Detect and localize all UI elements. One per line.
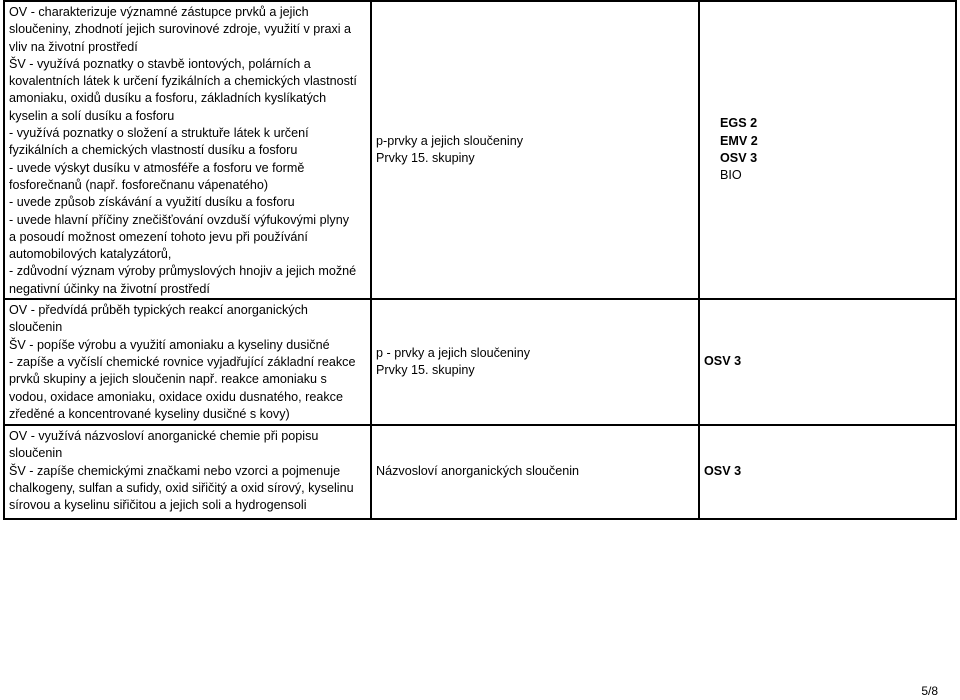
codes-cell <box>699 425 956 519</box>
outcome-line: OV - využívá názvosloví anorganické chemie při popisu <box>9 429 319 444</box>
topic-line: Prvky 15. skupiny <box>376 151 475 166</box>
outcome-line: sírovou a kyselinu siřičitou a jejich soli a hydrogensoli <box>9 498 307 513</box>
code-label: OSV 3 <box>704 354 742 369</box>
topic-cell <box>371 1 699 299</box>
outcomes-cell <box>4 299 371 425</box>
outcome-line: fosforečnanů (např. fosforečnanu vápenatého) <box>9 177 269 192</box>
code-label: EMV 2 <box>720 133 758 148</box>
page-number: 5/8 <box>921 684 938 698</box>
outcomes-cell <box>4 425 371 519</box>
topic-cell <box>371 299 699 425</box>
topic-line: p - prvky a jejich sloučeniny <box>376 345 530 360</box>
code-label: BIO <box>720 168 742 183</box>
outcome-line: - zapíše a vyčíslí chemické rovnice vyjadřující základní reakce <box>9 354 356 369</box>
outcome-line: OV - předvídá průběh typických reakcí anorganických <box>9 303 308 318</box>
outcome-line: sloučenin <box>9 446 63 461</box>
outcome-line: kovalentních látek k určení fyzikálních a chemických vlastností <box>9 74 357 89</box>
outcome-line: vliv na životní prostředí <box>9 39 138 54</box>
outcome-line: - uvede hlavní příčiny znečišťování ovzduší výfukovými plyny <box>9 212 350 227</box>
outcome-line: automobilových katalyzátorů, <box>9 247 172 262</box>
outcome-line: sloučenin <box>9 320 63 335</box>
curriculum-table <box>3 0 957 520</box>
outcome-line: - uvede výskyt dusíku v atmosféře a fosforu ve formě <box>9 160 305 175</box>
outcome-line: negativní účinky na životní prostředí <box>9 281 210 296</box>
outcome-line: kyselin a solí dusíku a fosforu <box>9 108 175 123</box>
outcome-line: prvků skupiny a jejich sloučenin např. reakce amoniaku s <box>9 372 327 387</box>
code-label: EGS 2 <box>720 116 758 131</box>
outcome-line: - uvede způsob získávání a využití dusíku a fosforu <box>9 195 295 210</box>
topic-cell <box>371 425 699 519</box>
outcome-line: ŠV - popíše výrobu a využití amoniaku a kyseliny dusičné <box>9 337 330 352</box>
outcome-line: chalkogeny, sulfan a sufidy, oxid siřičitý a oxid sírový, kyselinu <box>9 480 354 495</box>
topic-line: Názvosloví anorganických sloučenin <box>376 464 580 479</box>
code-label: OSV 3 <box>720 151 758 166</box>
outcome-line: - využívá poznatky o složení a struktuře látek k určení <box>9 126 309 141</box>
codes-cell <box>699 1 956 299</box>
outcome-line: OV - charakterizuje významné zástupce prvků a jejich <box>9 5 309 19</box>
table-row <box>4 425 956 519</box>
outcome-line: zředěné a koncentrované kyseliny dusičné s kovy) <box>9 406 290 421</box>
outcome-line: ŠV - využívá poznatky o stavbě iontových, polárních a <box>9 56 311 71</box>
table-row <box>4 1 956 299</box>
outcome-line: vodou, oxidace amoniaku, oxidace oxidu dusnatého, reakce <box>9 389 343 404</box>
outcome-line: sloučeniny, zhodnotí jejich surovinové zdroje, využití v praxi a <box>9 22 352 37</box>
topic-line: p-prvky a jejich sloučeniny <box>376 133 523 148</box>
outcome-line: - zdůvodní význam výroby průmyslových hnojiv a jejich možné <box>9 264 357 279</box>
outcome-line: a posoudí možnost omezení tohoto jevu při používání <box>9 229 308 244</box>
codes-cell <box>699 299 956 425</box>
outcomes-cell <box>4 1 371 299</box>
topic-line: Prvky 15. skupiny <box>376 363 475 378</box>
table-row <box>4 299 956 425</box>
outcome-line: ŠV - zapíše chemickými značkami nebo vzorci a pojmenuje <box>9 463 341 478</box>
outcome-line: fyzikálních a chemických vlastností dusíku a fosforu <box>9 143 298 158</box>
code-label: OSV 3 <box>704 464 742 479</box>
outcome-line: amoniaku, oxidů dusíku a fosforu, základních kyslíkatých <box>9 91 327 106</box>
